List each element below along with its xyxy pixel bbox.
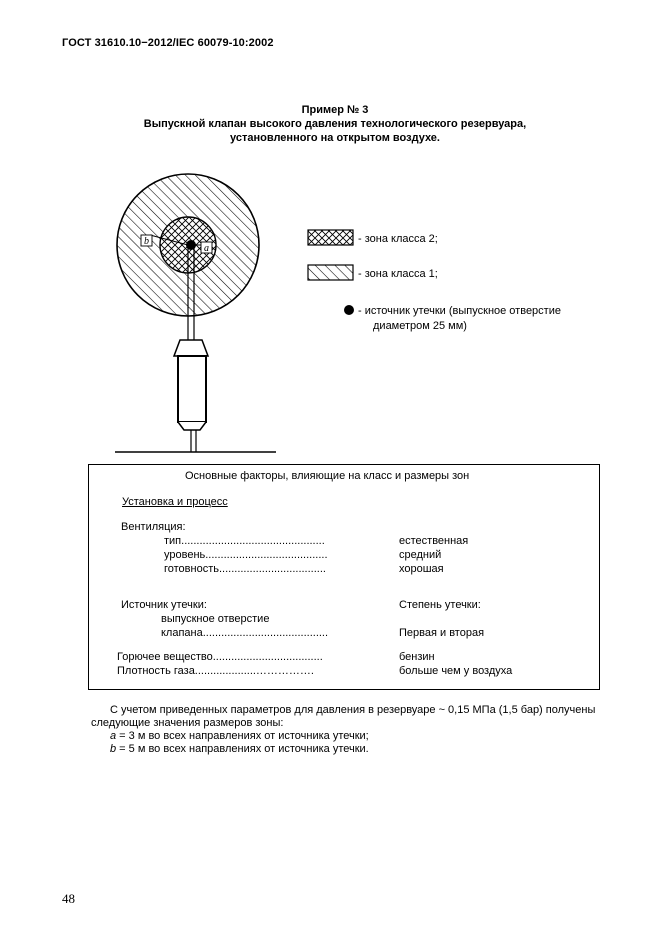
availability-label: готовность................................... [164,563,326,575]
availability-value: хорошая [399,563,444,575]
label-b: b [144,236,149,247]
factors-box [88,464,600,690]
legend-zone1-label: - зона класса 1; [358,268,438,280]
example-title-line2: установленного на открытом воздухе. [230,132,440,144]
dimension-a-text: = 3 м во всех направлениях от источника утечки; [116,730,369,742]
ventilation-label: Вентиляция: [121,521,186,533]
substance-label: Горючее вещество.................................... [117,651,323,663]
source-label: Источник утечки: [121,599,207,611]
dimension-b-text: = 5 м во всех направлениях от источника утечки. [116,743,369,755]
outlet-line1: выпускное отверстие [161,613,270,625]
outlet-line2: клапана......................................... [161,627,329,639]
dimension-b [110,743,369,756]
substance-value: бензин [399,651,435,663]
factors-section: Установка и процесс [122,496,228,508]
level-value: средний [399,549,442,561]
dimension-a [110,730,369,743]
page-number: 48 [62,891,75,906]
degree-value: Первая и вторая [399,627,485,639]
type-value: естественная [399,535,469,547]
level-label: уровень........................................ [164,549,328,561]
legend-source-label-1: - источник утечки (выпускное отверстие [358,305,561,317]
paragraph-line1: С учетом приведенных параметров для давления в резервуаре ~ 0,15 МПа (1,5 бар) получены [110,704,596,716]
label-a: a [204,243,209,254]
document-header: ГОСТ 31610.10−2012/IEC 60079-10:2002 [62,37,274,49]
legend-source-label-2: диаметром 25 мм) [373,320,467,332]
example-title-line1: Выпускной клапан высокого давления технологического резервуара, [143,118,527,130]
paragraph-line2: следующие значения размеров зоны: [91,717,284,729]
degree-label: Степень утечки: [399,599,481,611]
legend-zone1-swatch [308,265,353,280]
source-dot [186,240,196,250]
tank-body [178,356,206,422]
legend-source-dot [344,305,354,315]
legend-zone2-label: - зона класса 2; [358,233,438,245]
var-b: b [110,743,117,755]
density-label: Плотность газа....................……………. [117,665,314,677]
density-value: больше чем у воздуха [399,665,513,677]
type-label: тип............................................... [164,535,325,547]
factors-heading: Основные факторы, влияющие на класс и размеры зон [185,470,470,482]
var-a: a [110,730,117,742]
example-number: Пример № 3 [301,104,369,116]
